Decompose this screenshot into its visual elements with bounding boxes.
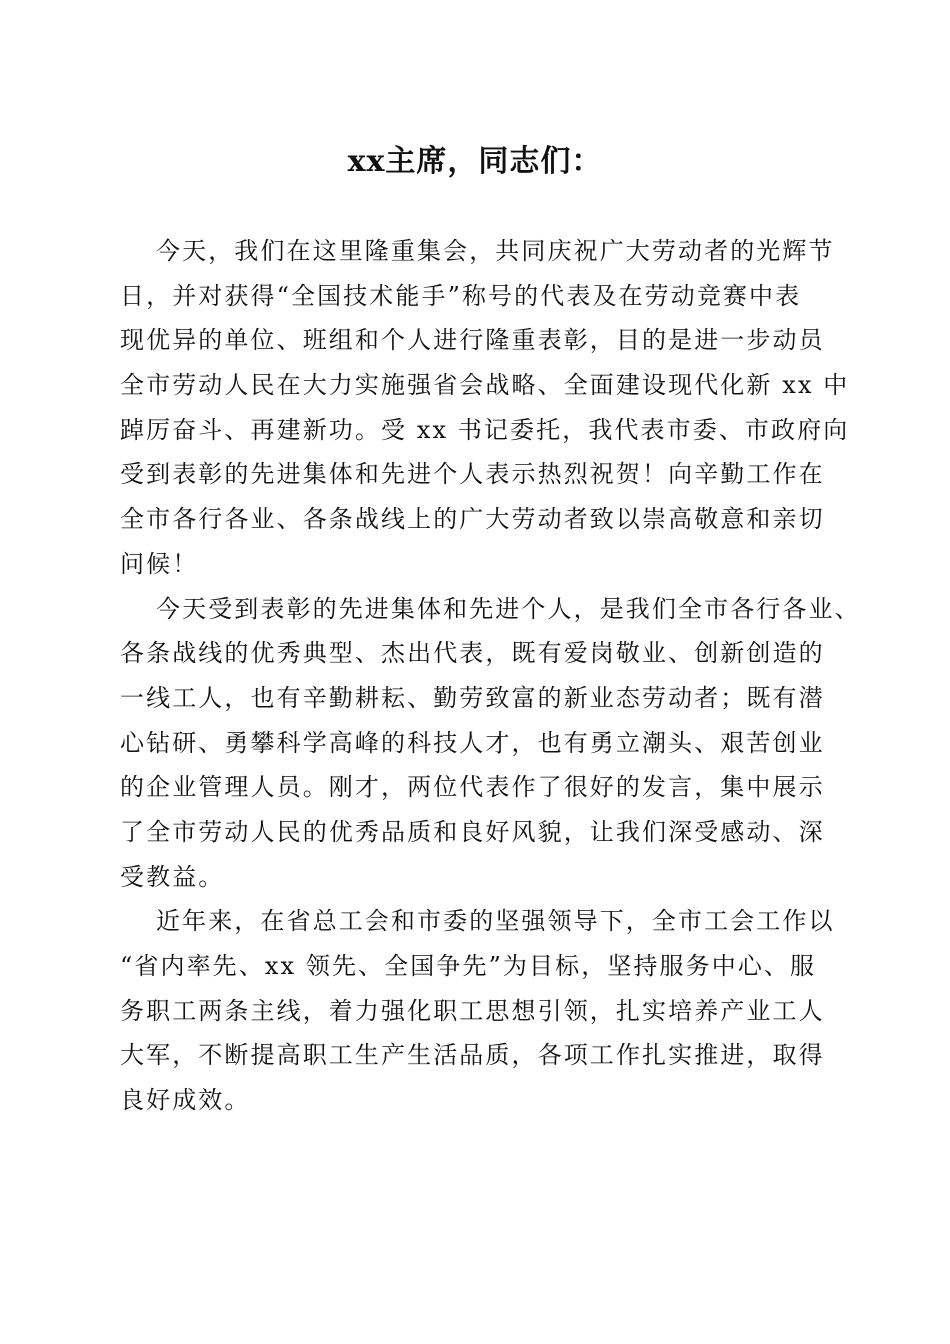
paragraph-line: “省内率先、xx 领先、全国争先”为目标，坚持服务中心、服 <box>120 952 817 980</box>
paragraph-line: 的企业管理人员。刚才，两位代表作了很好的发言，集中展示 <box>120 773 825 802</box>
paragraph-line: 大军，不断提高职工生产生活品质，各项工作扎实推进，取得 <box>120 1041 825 1070</box>
paragraph-line: 今天，我们在这里隆重集会，共同庆祝广大劳动者的光辉节 <box>156 237 835 265</box>
paragraph-line: 各条战线的优秀典型、杰出代表，既有爱岗敬业、创新创造的 <box>120 639 825 668</box>
paragraph-line: 受到表彰的先进集体和先进个人表示热烈祝贺！向辛勤工作在 <box>120 460 825 489</box>
paragraph-line: 近年来，在省总工会和市委的坚强领导下，全市工会工作以 <box>156 907 835 936</box>
paragraph-line: 受教益。 <box>120 862 225 891</box>
paragraph-line: 日，并对获得“全国技术能手”称号的代表及在劳动竞赛中表 <box>120 281 802 310</box>
paragraph-line: 问候！ <box>120 549 199 578</box>
paragraph-line: 踔厉奋斗、再建新功。受 xx 书记委托，我代表市委、市政府向 <box>120 415 850 444</box>
paragraph-line: 全市劳动人民在大力实施强省会战略、全面建设现代化新 xx 中 <box>120 371 850 400</box>
document-title: xx主席，同志们： <box>347 144 603 179</box>
document-body <box>120 229 861 1123</box>
paragraph-line: 务职工两条主线，着力强化职工思想引领，扎实培养产业工人 <box>120 996 825 1025</box>
paragraph-3 <box>120 899 835 1122</box>
paragraph-line: 了全市劳动人民的优秀品质和良好风貌，让我们深受感动、深 <box>120 817 825 846</box>
paragraph-2 <box>120 587 861 900</box>
paragraph-line: 今天受到表彰的先进集体和先进个人，是我们全市各行各业、 <box>156 594 861 623</box>
paragraph-line: 一线工人，也有辛勤耕耘、勤劳致富的新业态劳动者；既有潜 <box>120 683 825 712</box>
paragraph-line: 现优异的单位、班组和个人进行隆重表彰，目的是进一步动员 <box>120 326 825 355</box>
paragraph-line: 全市各行各业、各条战线上的广大劳动者致以崇高敬意和亲切 <box>120 505 825 534</box>
paragraph-line: 良好成效。 <box>120 1086 251 1115</box>
paragraph-line: 心钻研、勇攀科学高峰的科技人才，也有勇立潮头、艰苦创业 <box>120 728 825 757</box>
paragraph-1 <box>120 229 850 587</box>
